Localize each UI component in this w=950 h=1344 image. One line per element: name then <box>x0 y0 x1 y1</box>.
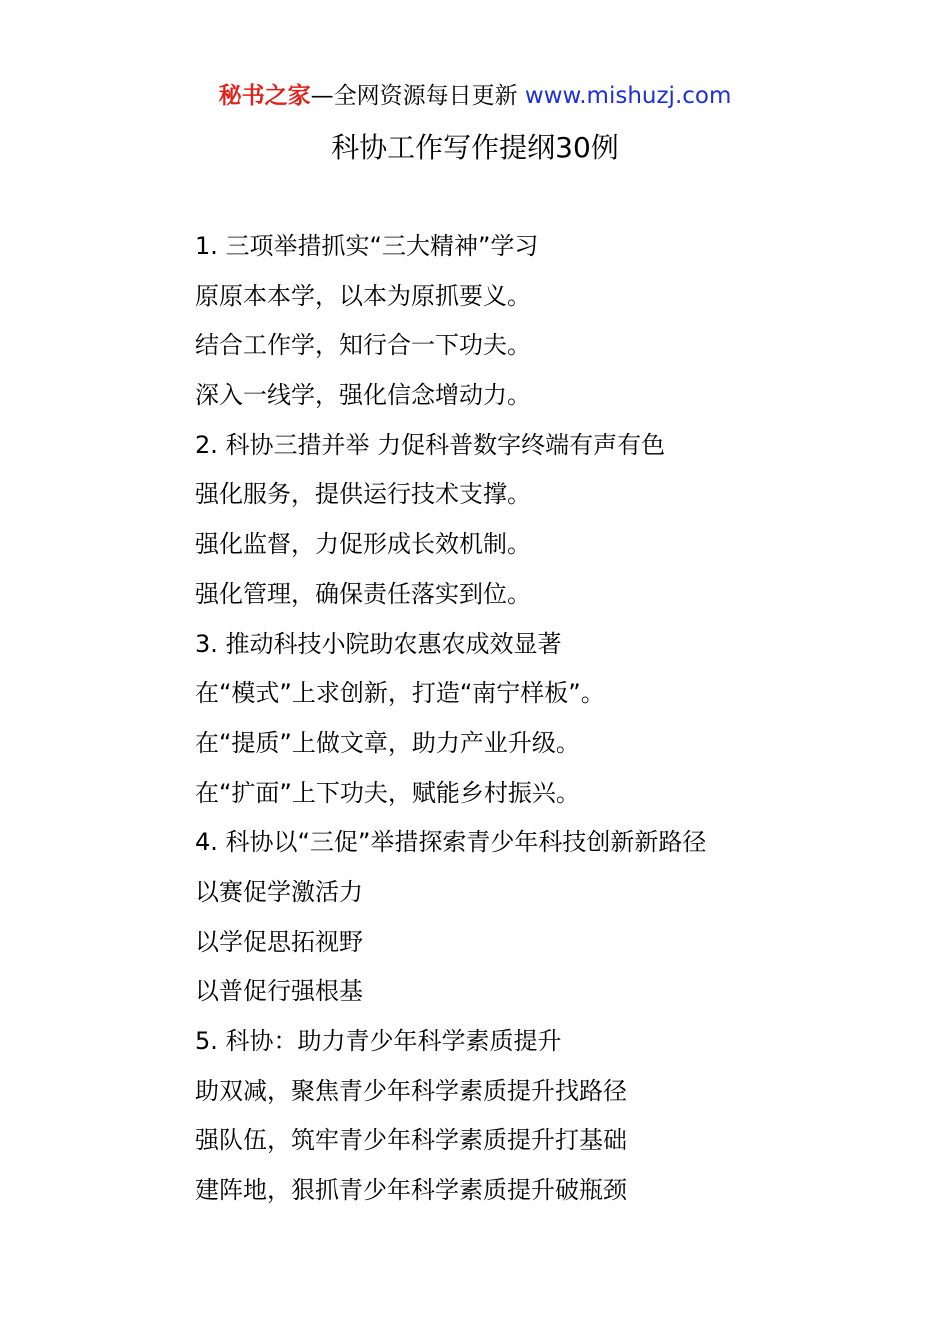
site-url-link[interactable]: www.mishuzj.com <box>524 83 732 109</box>
item-text: 强队伍，筑牢青少年科学素质提升打基础 <box>195 1126 627 1155</box>
item-text: 建阵地，狠抓青少年科学素质提升破瓶颈 <box>195 1176 627 1205</box>
item-text: 深入一线学，强化信念增动力。 <box>195 381 531 410</box>
item-heading-2: 2. 科协三措并举 力促科普数字终端有声有色 <box>195 430 666 459</box>
item-heading-1: 1. 三项举措抓实“三大精神”学习 <box>195 232 539 260</box>
item-text: 结合工作学，知行合一下功夫。 <box>195 331 531 360</box>
item-heading-5: 5. 科协：助力青少年科学素质提升 <box>195 1027 562 1055</box>
item-text: 强化服务，提供运行技术支撑。 <box>195 480 531 509</box>
item-text: 原原本本学，以本为原抓要义。 <box>195 281 531 310</box>
item-text: 强化管理，确保责任落实到位。 <box>195 579 531 608</box>
item-text: 在“模式”上求创新，打造“南宁样板”。 <box>195 679 605 708</box>
item-text: 以普促行强根基 <box>195 977 363 1006</box>
item-text: 在“扩面”上下功夫，赋能乡村振兴。 <box>195 778 580 807</box>
document-body <box>195 224 895 1218</box>
item-text: 强化监督，力促形成长效机制。 <box>195 530 531 559</box>
header-tagline: —全网资源每日更新 <box>310 83 525 109</box>
item-text: 以学促思拓视野 <box>195 927 363 956</box>
item-text: 助双减，聚焦青少年科学素质提升找路径 <box>195 1076 627 1105</box>
page-header <box>0 80 950 112</box>
item-heading-4: 4. 科协以“三促”举措探索青少年科技创新新路径 <box>195 828 707 857</box>
item-text: 在“提质”上做文章，助力产业升级。 <box>195 728 580 757</box>
document-title: 科协工作写作提纲30例 <box>331 131 619 164</box>
item-text: 以赛促学激活力 <box>195 877 363 906</box>
item-heading-3: 3. 推动科技小院助农惠农成效显著 <box>195 629 562 658</box>
brand-name: 秘书之家 <box>218 83 311 109</box>
